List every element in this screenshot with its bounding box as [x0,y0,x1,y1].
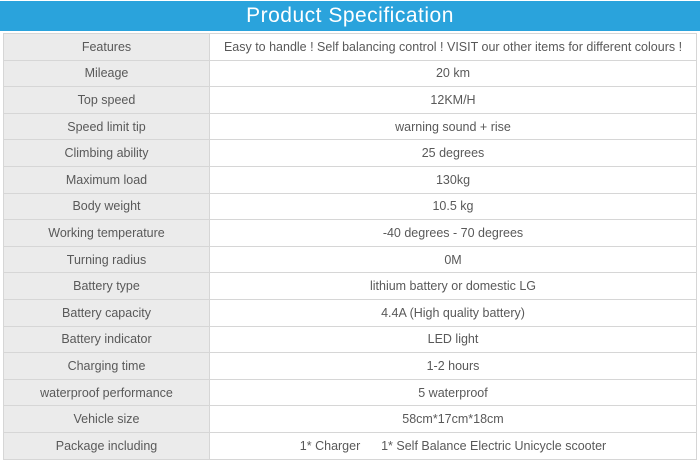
spec-value: 58cm*17cm*18cm [210,406,696,432]
spec-value: 12KM/H [210,87,696,113]
spec-label: Maximum load [4,167,210,193]
spec-label: waterproof performance [4,380,210,406]
table-row-top-speed [4,87,696,114]
spec-label: Features [4,34,210,60]
spec-value: LED light [210,327,696,353]
table-row-maximum-load [4,167,696,194]
table-row-mileage [4,61,696,88]
spec-value: 20 km [210,61,696,87]
spec-value: 0M [210,247,696,273]
spec-label: Turning radius [4,247,210,273]
table-row-speed-limit-tip [4,114,696,141]
spec-value: 1-2 hours [210,353,696,379]
table-row-climbing-ability [4,140,696,167]
page-title: Product Specification [246,4,454,27]
spec-value: warning sound + rise [210,114,696,140]
spec-value: lithium battery or domestic LG [210,273,696,299]
table-row-battery-capacity [4,300,696,327]
spec-label: Battery capacity [4,300,210,326]
spec-value: Easy to handle ! Self balancing control ! VISIT our other items for different colours ! [210,34,696,60]
table-row-features [4,34,696,61]
table-row-battery-indicator [4,327,696,354]
table-row-battery-type [4,273,696,300]
spec-value: -40 degrees - 70 degrees [210,220,696,246]
spec-label: Charging time [4,353,210,379]
spec-label: Climbing ability [4,140,210,166]
table-row-charging-time [4,353,696,380]
header-banner [0,1,700,31]
spec-value: 5 waterproof [210,380,696,406]
table-row-package-including [4,433,696,460]
specification-table [3,33,697,460]
spec-value: 25 degrees [210,140,696,166]
spec-label: Speed limit tip [4,114,210,140]
spec-value: 130kg [210,167,696,193]
spec-label: Battery type [4,273,210,299]
spec-label: Top speed [4,87,210,113]
spec-label: Working temperature [4,220,210,246]
spec-label: Mileage [4,61,210,87]
table-row-turning-radius [4,247,696,274]
spec-label: Body weight [4,194,210,220]
table-row-waterproof-performance [4,380,696,407]
spec-label: Vehicle size [4,406,210,432]
spec-value: 1* Charger 1* Self Balance Electric Unicycle scooter [210,433,696,459]
spec-label: Package including [4,433,210,459]
spec-label: Battery indicator [4,327,210,353]
table-row-body-weight [4,194,696,221]
spec-value: 10.5 kg [210,194,696,220]
table-row-vehicle-size [4,406,696,433]
spec-value: 4.4A (High quality battery) [210,300,696,326]
table-row-working-temperature [4,220,696,247]
